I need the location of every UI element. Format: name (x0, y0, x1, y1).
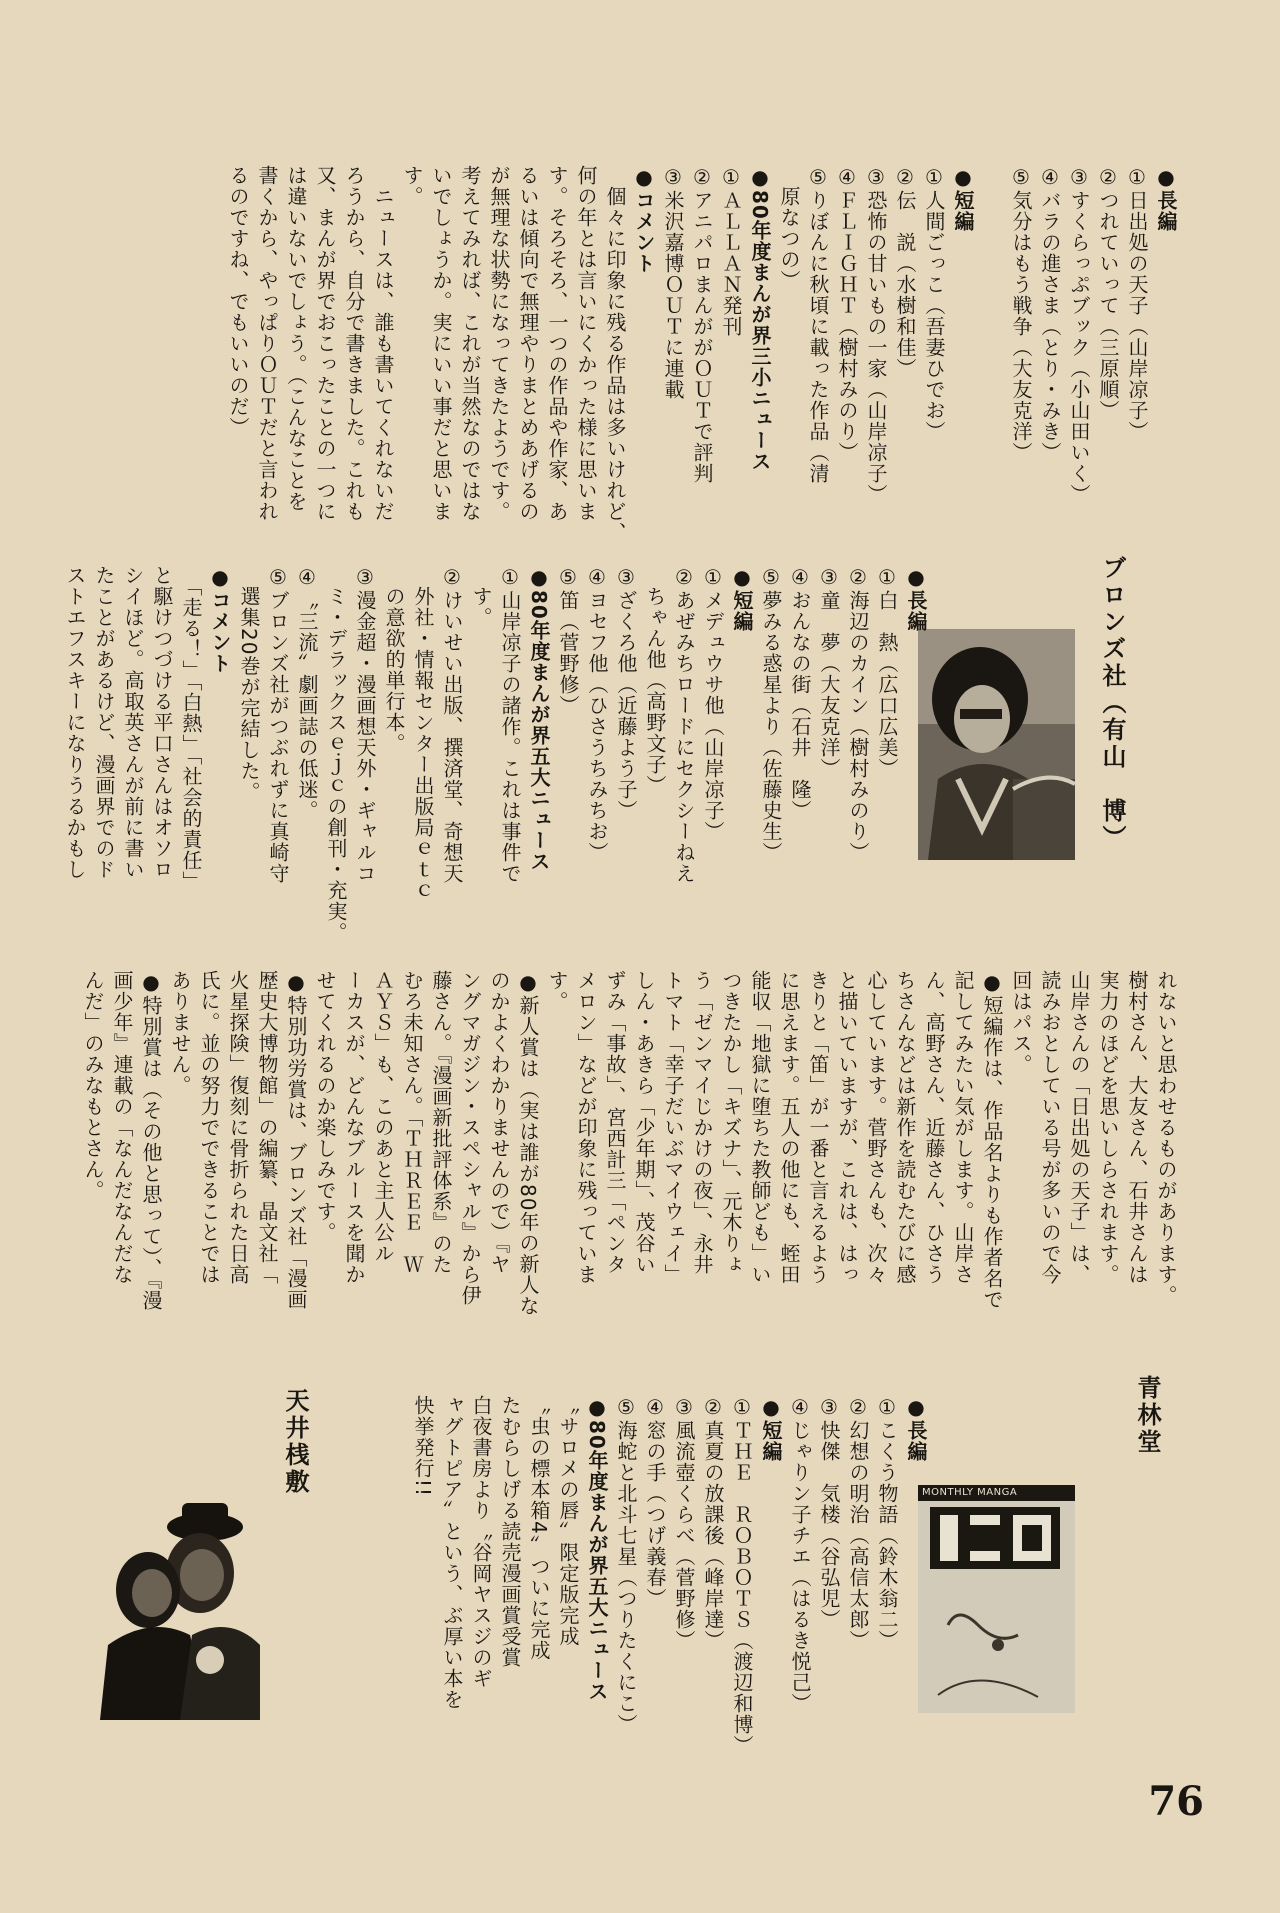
text-line: 〝虫の標本箱4〟ついに完成 (527, 1395, 551, 1661)
text-line: ⑤笛（菅野修） (556, 565, 580, 716)
text-line: ●長編 (904, 1395, 928, 1462)
text-line: いでしょうか。実にいい事だと思いま (429, 165, 453, 522)
text-line: ●コメント (208, 565, 232, 674)
text-line: ●短編 (730, 565, 754, 632)
text-line: ありません。 (168, 970, 192, 1096)
text-line: んだ」のみなもとさん。 (81, 970, 105, 1201)
text-line: たむらしげる読売漫画賞受賞 (498, 1395, 522, 1668)
text-line: 何の年とは言いにくかった様に思いま (574, 165, 598, 522)
magazine-title: MONTHLY MANGA (922, 1487, 1018, 1498)
seirindo-column (408, 1395, 930, 1815)
text-line: は違いないでしょう。（こんなことを (284, 165, 308, 512)
text-line: ⑤海蛇と北斗七星（つりたくにこ） (614, 1395, 638, 1735)
text-line: ④〝三流〟劇画誌の低迷。 (295, 565, 319, 821)
seirindo-publisher: 青林堂 (1133, 1375, 1161, 1456)
text-line: が無理な状勢になってきたようです。 (487, 165, 511, 522)
text-line: れないと思わせるものがあります。 (1154, 970, 1178, 1306)
text-line: 白夜書房より〝谷岡ヤスジのギ (469, 1395, 493, 1689)
text-line: きりと「笛」が一番と言えるよう (806, 970, 830, 1285)
text-line: ②海辺のカイン（樹村みのり） (846, 565, 870, 863)
text-line: ②真夏の放課後（峰岸達） (701, 1395, 725, 1651)
text-line: ③風流壺くらべ（菅野修） (672, 1395, 696, 1651)
text-line: 実力のほどを思いしらされます。 (1096, 970, 1120, 1285)
text-line: せてくれるのか楽しみです。 (313, 970, 337, 1243)
publisher-photo (918, 629, 1075, 860)
text-line: 外社・情報センター出版局ｅｔｃ (411, 565, 435, 901)
text-line: ●80年度まんが界三小ニュース (748, 165, 772, 472)
text-line: ん、高野さん、近藤さん、ひさう (922, 970, 946, 1285)
magazine-cover (918, 1485, 1075, 1713)
text-line: す。そろそろ、一つの作品や作家、あ (545, 165, 569, 522)
text-line: す。 (469, 565, 493, 628)
text-line: ●短編作は、作品名よりも作者名で (980, 970, 1004, 1310)
text-line: ③ざくろ他（近藤よう子） (614, 565, 638, 821)
text-line: 歴史大博物館」の編纂、晶文社「 (255, 970, 279, 1285)
text-line: ④じゃりン子チエ（はるき悦己） (788, 1395, 812, 1714)
text-line: ●短編 (759, 1395, 783, 1462)
text-line: ③快傑 気楼（谷弘児） (817, 1395, 841, 1630)
text-line: ④ＦＬＩＧＨＴ（樹村みのり） (835, 165, 859, 463)
text-line: 又、まんが界でおこったことの一つに (313, 165, 337, 522)
text-line: す。 (545, 970, 569, 1012)
text-line: シイほど。高取英さんが前に書い (121, 565, 145, 880)
text-line: ●コメント (632, 165, 656, 274)
text-line: ●特別賞は（その他と思って）、『漫 (139, 970, 163, 1311)
text-line: ①山岸凉子の諸作。これは事件で (498, 565, 522, 884)
text-line: ①ＡＬＬＡＮ発刊 (719, 165, 743, 337)
text-line: のかよくわかりませんので）『ヤ (487, 970, 511, 1275)
text-line: 山岸さんの「日出処の天子」は、 (1067, 970, 1091, 1285)
text-line: ②アニパロまんががＯＵＴで評判 (690, 165, 714, 484)
text-line: ②あぜみちロードにセクシーねえ (672, 565, 696, 884)
text-line: ずみ「事故」、宮西計三「ペンタ (603, 970, 627, 1275)
text-line: ●長編 (904, 565, 928, 632)
text-line: ②伝 説（水樹和佳） (893, 165, 917, 379)
text-line: ②けいせい出版、撰済堂、奇想天 (440, 565, 464, 884)
text-line: ミ・デラックスｅｊｃの創刊・充実。 (324, 565, 348, 943)
text-line: ストエフスキーになりうるかもし (63, 565, 87, 880)
garo-cover-icon (918, 1485, 1075, 1713)
text-line: つきたかし「キズナ」、元木りょ (719, 970, 743, 1275)
text-line: と駆けつづける平口さんはオソロ (150, 565, 174, 880)
text-line: ③童 夢（大友克洋） (817, 565, 841, 779)
text-line: るいは傾向で無理やりまとめあげるの (516, 165, 540, 522)
text-line: 個々に印象に残る作品は多いけれど、 (603, 165, 627, 543)
text-line: ●80年度まんが界五大ニュース (585, 1395, 609, 1702)
text-line: ④バラの進さま（とり・みき） (1038, 165, 1062, 463)
text-line: ●長編 (1154, 165, 1178, 232)
text-line: の意欲的単行本。 (382, 565, 406, 754)
text-line: ①ＴＨＥ ＲＯＢＯＴＳ（渡辺和博） (730, 1395, 754, 1756)
bronze-column (60, 565, 930, 985)
text-line: ャグトピア〟という、ぶ厚い本を (440, 1395, 464, 1710)
two-men-hat-icon (100, 1485, 260, 1720)
text-line: 考えてみれば、これが当然なのではな (458, 165, 482, 522)
text-line: しん・あきら「少年期」、茂谷い (632, 970, 656, 1275)
text-line: ●特別功労賞は、ブロンズ社「漫画 (284, 970, 308, 1310)
text-line: 回はパス。 (1009, 970, 1033, 1075)
text-line: ④ヨセフ他（ひさうちみちお） (585, 565, 609, 863)
text-line: ーカスが、どんなブルースを聞か (342, 970, 366, 1285)
text-line: 氏に。並の努力でできることでは (197, 970, 221, 1285)
portrait-photo-icon (918, 629, 1075, 860)
text-line: 記してみたい気がします。山岸さ (951, 970, 975, 1285)
text-line: 藤さん。『漫画新批評体系』のた (429, 970, 453, 1275)
text-line: ●新人賞は（実は誰が80年の新人な (516, 970, 540, 1317)
text-line: ＡＹＳ」も、このあと主人公ル (371, 970, 395, 1264)
text-line: たことがあるけど、漫画界でのド (92, 565, 116, 880)
text-line: 選集20巻が完結した。 (237, 565, 261, 803)
text-line: ●80年度まんが界五大ニュース (527, 565, 551, 872)
page-number: 76 (1148, 1778, 1204, 1825)
text-line: 読みおとしている号が多いので今 (1038, 970, 1062, 1285)
text-line: ③恐怖の甘いもの一家（山岸凉子） (864, 165, 888, 505)
text-line: 樹村さん、大友さん、石井さんは (1125, 970, 1149, 1285)
amai-publisher: 天井桟敷 (281, 1388, 309, 1496)
text-line: ングマガジン・スペシャル』から伊 (458, 970, 482, 1306)
text-line: ろうから、自分で書きました。これも (342, 165, 366, 522)
text-line: ①人間ごっこ（吾妻ひでお） (922, 165, 946, 442)
text-line: メロン」などが印象に残っていま (574, 970, 598, 1285)
text-line: 〝サロメの唇〟限定版完成 (556, 1395, 580, 1647)
text-line: むろ未知さん。「ＴＨＲＥＥ Ｗ (400, 970, 424, 1275)
text-line: 「走る！」「白熱」「社会的責任」 (179, 565, 203, 892)
text-line: ちゃん他（高野文子） (643, 565, 667, 796)
text-line: 能収「地獄に堕ちた教師ども」い (748, 970, 772, 1285)
text-line: ②幻想の明治（高信太郎） (846, 1395, 870, 1651)
text-line: ②つれていって（三原順） (1096, 165, 1120, 421)
text-line: ④窓の手（つげ義春） (643, 1395, 667, 1609)
amai-photo (100, 1485, 260, 1720)
text-line: 画少年』連載の「なんだなんだな (110, 970, 134, 1285)
text-line: と描いていますが、これは、はっ (835, 970, 859, 1285)
text-line: ①メデュウサ他（山岸凉子） (701, 565, 725, 842)
text-line (977, 165, 1006, 1035)
text-line: ③米沢嘉博ＯＵＴに連載 (661, 165, 685, 400)
text-line: ⑤気分はもう戦争（大友克洋） (1009, 165, 1033, 463)
text-line: ちさんなどは新作を読むたびに感 (893, 970, 917, 1285)
text-line: う「ゼンマイじかけの夜」、永井 (690, 970, 714, 1275)
text-line: ●短編 (951, 165, 975, 232)
text-line: ニュースは、誰も書いてくれないだ (371, 165, 395, 522)
text-line: ③すくらっぷブック（小山田いく） (1067, 165, 1091, 505)
text-line: 火星探険」復刻に骨折られた日高 (226, 970, 250, 1285)
text-line: ⑤夢みる惑星より（佐藤史生） (759, 565, 783, 863)
text-line: ①日出処の天子（山岸凉子） (1125, 165, 1149, 442)
text-line: に思えます。五人の他にも、蛭田 (777, 970, 801, 1285)
text-line: ⑤ブロンズ社がつぶれずに真崎守 (266, 565, 290, 884)
text-line: 快挙発行!! (411, 1395, 435, 1498)
bronze-continuation (78, 970, 1180, 1390)
text-line: 書くから、やっぱりＯＵＴだと言われ (255, 165, 279, 522)
text-line: ①こくう物語（鈴木翁二） (875, 1395, 899, 1651)
text-line: 原なつの） (777, 165, 801, 291)
text-line: るのですね、でもいいのだ） (226, 165, 250, 438)
text-line: 心しています。菅野さんも、次々 (864, 970, 888, 1285)
text-line: ⑤りぼんに秋頃に載った作品（清 (806, 165, 830, 484)
bronze-publisher: ブロンズ社（有山 博） (1098, 555, 1126, 852)
text-line: す。 (400, 165, 424, 207)
text-line: ③漫金超・漫画想天外・ギャルコ (353, 565, 377, 884)
text-line: トマト「幸子だいぶマイウェイ」 (661, 970, 685, 1285)
text-line: ④おんなの街（石井 隆） (788, 565, 812, 821)
text-line: ①白 熱（広口広美） (875, 565, 899, 779)
